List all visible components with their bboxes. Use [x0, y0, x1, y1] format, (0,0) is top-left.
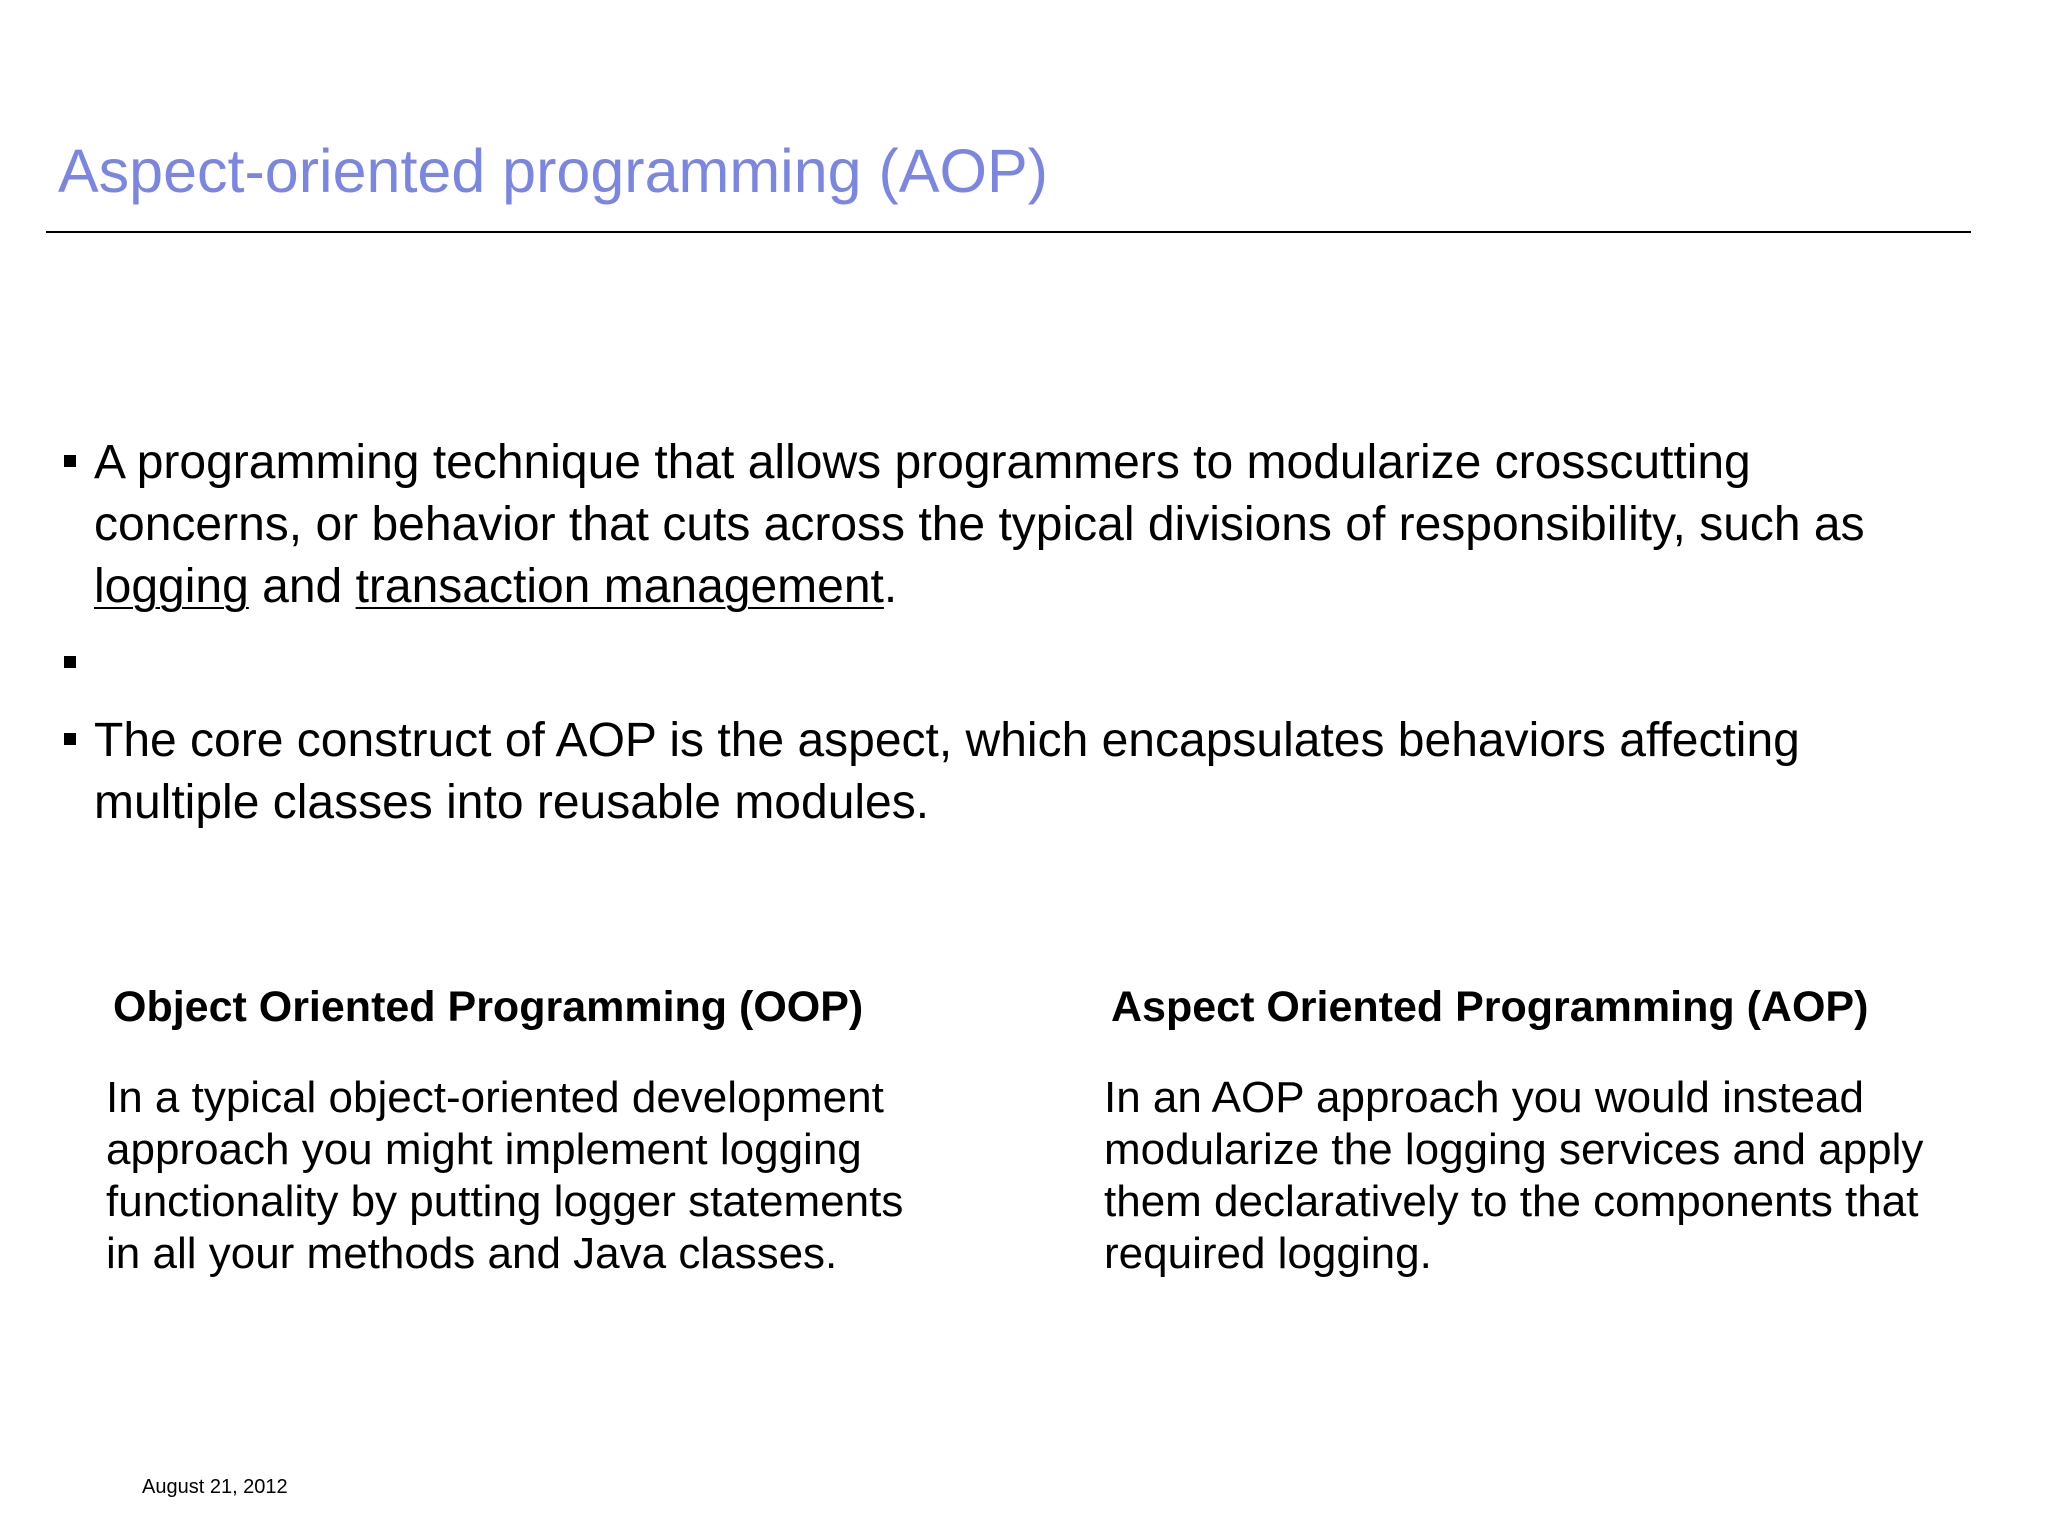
bullet-item [60, 432, 1960, 618]
transaction-management-link[interactable]: transaction management [355, 560, 884, 613]
bullet-text: . [883, 560, 898, 613]
aop-column [1104, 982, 2004, 1280]
oop-heading: Object Oriented Programming (OOP) [113, 983, 864, 1031]
square-bullet-icon [64, 656, 76, 668]
aop-description: In an AOP approach you would instead modularize the logging services and apply them declaratively to the components that required logging. [1104, 1072, 1924, 1278]
bullet-text: A programming technique that allows programmers to modularize crosscutting concerns, or behavior that cuts across the typical divisions of responsibility, such as [94, 436, 1865, 551]
oop-description: In a typical object-oriented development approach you might implement logging functionality by putting logger statements in all your methods and Java classes. [106, 1072, 904, 1278]
square-bullet-icon [64, 455, 76, 467]
title-divider [46, 231, 1971, 233]
oop-column [106, 982, 1006, 1280]
bullet-text: and [248, 560, 356, 613]
footer-date: August 21, 2012 [142, 1476, 288, 1498]
aop-heading: Aspect Oriented Programming (AOP) [1111, 983, 1869, 1031]
bullet-list [60, 432, 1960, 834]
bullet-item-empty [60, 633, 1960, 695]
square-bullet-icon [64, 733, 76, 745]
bullet-item [60, 710, 1960, 834]
bullet-text: The core construct of AOP is the aspect, which encapsulates behaviors affecting multiple classes into reusable modules. [94, 714, 1800, 829]
logging-link[interactable]: logging [94, 560, 249, 613]
slide-title: Aspect-oriented programming (AOP) [58, 137, 1048, 205]
